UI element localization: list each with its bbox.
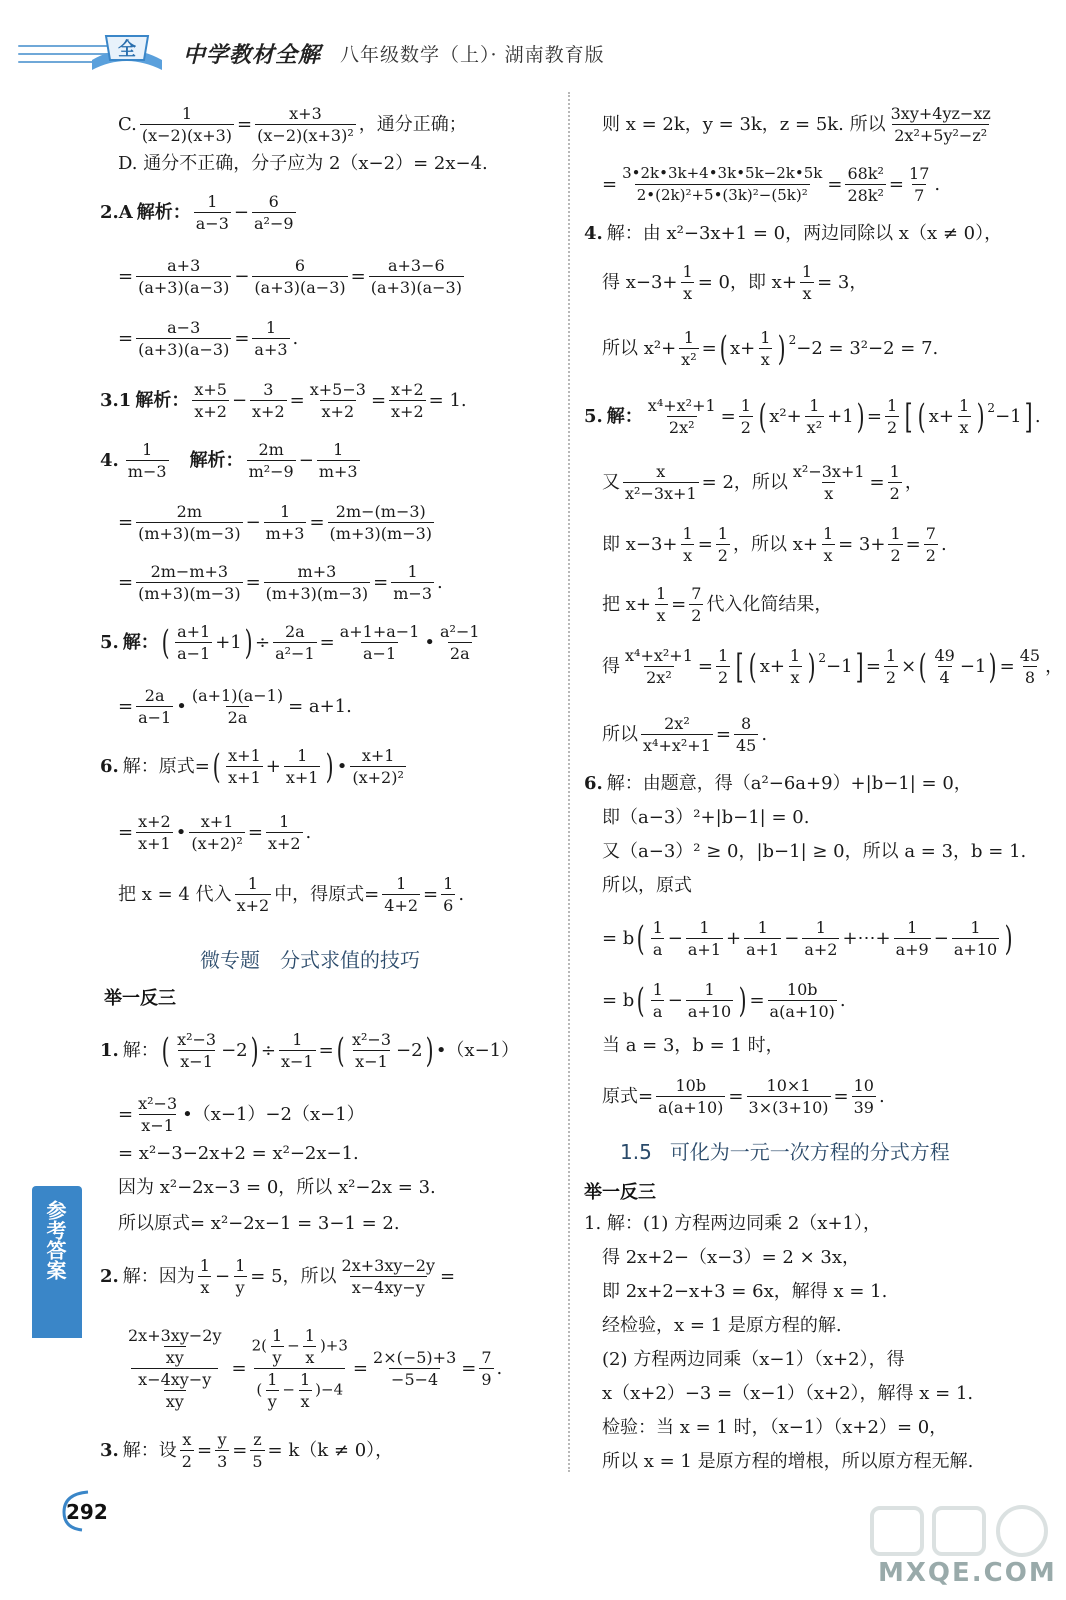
m1-line1: 1. 解： ( $\frac{\text{x²−3}}{x-1}$ −2 ) ÷ $\frac{1}{x-1}$ = ( $\frac{\text{x²−3}}{x-1}$ −2 ) •（x−1） bbox=[100, 1030, 520, 1071]
q5-line1: 5. 解： ( $\frac{a+1}{a-1}$ +1 ) ÷ $\frac{2a}{\text{a²−1}}$ = $\frac{a+1+a-1}{a-1}$ • $\frac{\text{a²−1}}{2a}$ bbox=[100, 622, 480, 663]
q4-line2: = $\frac{2m}{(m+3)(m-3)}$ − $\frac{1}{m+3}$ = $\frac{2m-(m-3)}{(m+3)(m-3)}$ bbox=[118, 502, 433, 543]
q6-line2: = $\frac{x+2}{x+1}$ • $\frac{x+1}{\text{(x+2)²}}$ = $\frac{1}{x+2}$ . bbox=[118, 812, 312, 853]
r4-line2: 得 x−3+ $\frac{1}{x}$ = 0，即 x+ $\frac{1}{x}$ = 3， bbox=[602, 262, 868, 303]
m1-line3: = x²−3−2x+2 = x²−2x−1. bbox=[118, 1143, 359, 1164]
q2-line3: = $\frac{a-3}{(a+3)(a-3)}$ = $\frac{1}{a+3}$ . bbox=[118, 318, 299, 359]
page-number: 292 bbox=[66, 1500, 108, 1524]
r6-line5: = b ( $\frac{1}{a}$ − $\frac{1}{a+1}$ + $\frac{1}{a+1}$ − $\frac{1}{a+2}$ +⋯+ $\frac{1}{a+9}$ − $\frac{1}{a+10}$ ) bbox=[602, 918, 1013, 959]
reference-answer-tab bbox=[32, 1186, 82, 1336]
s1-line1: 1. 解：(1) 方程两边同乘 2（x+1）， bbox=[584, 1213, 881, 1234]
watermark-text: MXQE.COM bbox=[878, 1558, 1057, 1588]
column-divider bbox=[568, 92, 570, 1472]
q6-line1: 6. 解：原式= ( $\frac{x+1}{x+1}$ + $\frac{1}{x+1}$ ) • $\frac{x+1}{\text{(x+2)²}}$ bbox=[100, 746, 404, 787]
logo-glyph: 全 bbox=[118, 39, 136, 60]
micro-topic-heading: 微专题 分式求值的技巧 bbox=[200, 948, 420, 972]
s1-line3: 即 2x+2−x+3 = 6x，解得 x = 1. bbox=[602, 1281, 888, 1302]
header-title: 中学教材全解 bbox=[183, 43, 322, 68]
r6-line6: = b ( $\frac{1}{a}$ − $\frac{1}{a+10}$ ) = $\frac{10b}{a(a+10)}$ . bbox=[602, 980, 846, 1021]
practice-heading-left: 举一反三 bbox=[104, 988, 176, 1009]
s1-line5: (2) 方程两边同乘（x−1）（x+2），得 bbox=[602, 1349, 905, 1370]
r5-line2: 又 $\frac{x}{\text{x²−3x+1}}$ = 2，所以 $\frac{\text{x²−3x+1}}{x}$ = $\frac{1}{2}$ ， bbox=[602, 462, 923, 503]
r6-line2: 即（a−3）²+|b−1| = 0. bbox=[602, 807, 810, 828]
s1-line7: 检验：当 x = 1 时，（x−1）（x+2）= 0， bbox=[602, 1417, 948, 1438]
m3-line1: 3. 解：设 $\frac{x}{2}$ = $\frac{y}{3}$ = $\frac{z}{5}$ = k（k ≠ 0）， bbox=[100, 1430, 394, 1471]
q2-line1: 2.A 解析： $\frac{1}{a-3}$ − $\frac{6}{\text{a²−9}}$ bbox=[100, 192, 294, 233]
section-heading bbox=[620, 1136, 950, 1165]
r3-line2: = $\frac{3•2k•3k+4•3k•5k-2k•5k}{\text{2•(2k)²+5•(3k)²−(5k)²}}$ = $\frac{\text{68k²}}{\text{28k²}}$ = $\frac{17}{7}$ . bbox=[602, 164, 941, 205]
header-subtitle: 八年级数学（上）· 湖南教育版 bbox=[340, 44, 605, 66]
m1-line2: = $\frac{\text{x²−3}}{x-1}$ •（x−1）−2（x−1） bbox=[118, 1094, 365, 1135]
section-number: 1.5 bbox=[620, 1140, 652, 1164]
r5-line4: 把 x+ $\frac{1}{x}$ = $\frac{7}{2}$ 代入化简结果， bbox=[602, 584, 833, 625]
m1-line5: 所以原式= x²−2x−1 = 3−1 = 2. bbox=[118, 1213, 400, 1234]
r4-line1: 4. 解：由 x²−3x+1 = 0，两边同除以 x（x ≠ 0）， bbox=[584, 223, 1003, 244]
r6-line3: 又（a−3）² ≥ 0，|b−1| ≥ 0，所以 a = 3，b = 1. bbox=[602, 841, 1027, 862]
side-tab-underline bbox=[32, 1336, 82, 1338]
r6-line4: 所以，原式 bbox=[602, 875, 692, 896]
s1-line8: 所以 x = 1 是原方程的增根，所以原方程无解. bbox=[602, 1451, 974, 1472]
r5-line3: 即 x−3+ $\frac{1}{x}$ = $\frac{1}{2}$ ，所以 x+ $\frac{1}{x}$ = 3+ $\frac{1}{2}$ = $\frac{7}{2}$ . bbox=[602, 524, 947, 565]
practice-heading-right: 举一反三 bbox=[584, 1182, 656, 1203]
q4-line1: 4. $\frac{1}{m-3}$ 解析： $\frac{2m}{\text{m²−9}}$ − $\frac{1}{m+3}$ bbox=[100, 440, 358, 481]
r6-line7: 当 a = 3，b = 1 时， bbox=[602, 1035, 784, 1056]
book-logo-icon bbox=[86, 30, 168, 76]
answer-d: D. 通分不正确，分子应为 2（x−2）= 2x−4. bbox=[118, 153, 488, 174]
r5-line5: 得 $\frac{\text{x⁴+x²+1}}{\text{2x²}}$ = $\frac{1}{2}$ [ ( x+ $\frac{1}{x}$ ) $^2$ −1 ] = $\frac{1}{2}$ × ( $\frac{49}{4}$ −1 ) = $\frac{45}{8}$ ， bbox=[602, 646, 1064, 687]
page-header bbox=[0, 0, 1066, 96]
m2-line1: 2. 解：因为 $\frac{1}{x}$ − $\frac{1}{y}$ = 5，所以 $\frac{2x+3xy-2y}{x-4xy-y}$ = bbox=[100, 1256, 456, 1297]
q5-line2: = $\frac{2a}{a-1}$ • $\frac{(a+1)(a-1)}{2a}$ = a+1. bbox=[118, 686, 352, 727]
s1-line4: 经检验，x = 1 是原方程的解. bbox=[602, 1315, 842, 1336]
s1-line2: 得 2x+2−（x−3）= 2 × 3x， bbox=[602, 1247, 861, 1268]
s1-line6: x（x+2）−3 =（x−1）（x+2），解得 x = 1. bbox=[602, 1383, 974, 1404]
r5-line6: 所以 $\frac{\text{2x²}}{\text{x⁴+x²+1}}$ = $\frac{8}{45}$ . bbox=[602, 714, 768, 755]
r6-line8: 原式= $\frac{10b}{a(a+10)}$ = $\frac{10\times 1}{3\times(3+10)}$ = $\frac{10}{39}$ . bbox=[602, 1076, 885, 1117]
q4-line3: = $\frac{2m-m+3}{(m+3)(m-3)}$ = $\frac{m+3}{(m+3)(m-3)}$ = $\frac{1}{m-3}$ . bbox=[118, 562, 443, 603]
answer-c: C. $\frac{1}{(x-2)(x+3)}$ = $\frac{x+3}{\text{(x−2)(x+3)²}}$ ，通分正确； bbox=[118, 104, 467, 145]
r5-line1: 5. 解： $\frac{\text{x⁴+x²+1}}{\text{2x²}}$ = $\frac{1}{2}$ ( x²+ $\frac{1}{\text{x²}}$ +1 ) = $\frac{1}{2}$ [ ( x+ $\frac{1}{x}$ ) $^2$ −1 ] . bbox=[584, 396, 1041, 437]
r4-line3: 所以 x²+ $\frac{1}{\text{x²}}$ = ( x+ $\frac{1}{x}$ ) $^2$ −2 = 3²−2 = 7. bbox=[602, 328, 939, 369]
q2-line2: = $\frac{a+3}{(a+3)(a-3)}$ − $\frac{6}{(a+3)(a-3)}$ = $\frac{a+3-6}{(a+3)(a-3)}$ bbox=[118, 256, 462, 297]
r3-line1: 则 x = 2k，y = 3k，z = 5k. 所以 $\frac{3xy+4yz-xz}{\text{2x²+5y²−z²}}$ bbox=[602, 104, 991, 145]
q3-line1: 3.1 解析： $\frac{x+5}{x+2}$ − $\frac{3}{x+2}$ = $\frac{x+5-3}{x+2}$ = $\frac{x+2}{x+2}$ = 1. bbox=[100, 380, 467, 421]
section-title: 可化为一元一次方程的分式方程 bbox=[669, 1140, 950, 1164]
reference-answer-label: 参考答案 bbox=[43, 1200, 67, 1280]
m1-line4: 因为 x²−2x−3 = 0，所以 x²−2x = 3. bbox=[118, 1177, 436, 1198]
q6-line3: 把 x = 4 代入 $\frac{1}{x+2}$ 中，得原式= $\frac{1}{4+2}$ = $\frac{1}{6}$ . bbox=[118, 874, 465, 915]
m2-line2: $\frac{\frac{2x+3xy-2y}{xy}}{\frac{x-4xy-y}{xy}}$ = 2( $\frac{1}{y}$ − $\frac{1}{x}$ )+3 ( $\frac{1}{y}$ − $\frac{1}{x}$ )−4 = $\frac{2\times(-5)+3}{-5-4}$ = $\frac{7}{9}$ . bbox=[128, 1326, 503, 1411]
r6-line1: 6. 解：由题意，得（a²−6a+9）+|b−1| = 0， bbox=[584, 773, 972, 794]
